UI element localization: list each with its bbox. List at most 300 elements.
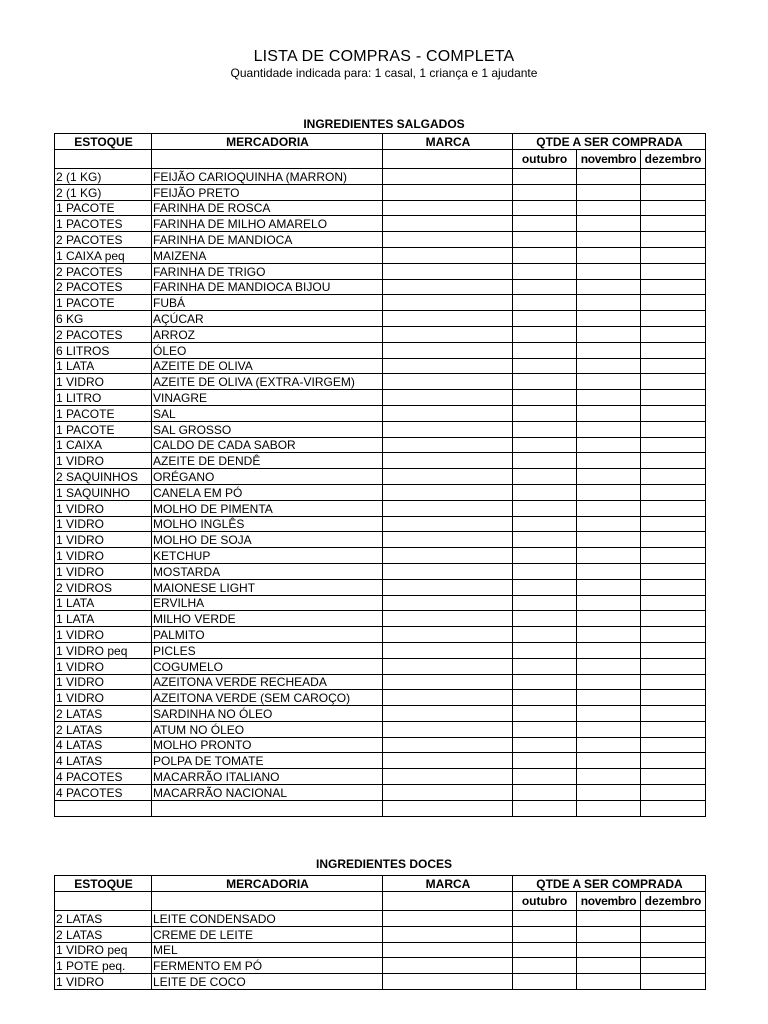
marca-cell xyxy=(383,500,513,516)
marca-cell xyxy=(383,405,513,421)
qty-novembro-cell xyxy=(577,800,641,816)
estoque-cell: 1 VIDRO xyxy=(55,627,152,643)
qty-outubro-cell xyxy=(513,358,577,374)
qty-novembro-cell xyxy=(577,263,641,279)
table-row xyxy=(55,595,706,611)
qty-outubro-cell xyxy=(513,642,577,658)
header-marca: MARCA xyxy=(383,876,513,892)
marca-cell xyxy=(383,926,513,942)
mercadoria-cell: SAL GROSSO xyxy=(152,421,383,437)
table-row xyxy=(55,484,706,500)
qty-outubro-cell xyxy=(513,611,577,627)
qty-dezembro-cell xyxy=(641,674,706,690)
table-row xyxy=(55,974,706,990)
mercadoria-cell: MACARRÃO ITALIANO xyxy=(152,769,383,785)
qty-dezembro-cell xyxy=(641,658,706,674)
marca-cell xyxy=(383,721,513,737)
estoque-cell: 2 PACOTES xyxy=(55,326,152,342)
estoque-cell: 1 PACOTE xyxy=(55,200,152,216)
mercadoria-cell: LEITE CONDENSADO xyxy=(152,911,383,927)
table-row xyxy=(55,785,706,801)
marca-cell xyxy=(383,516,513,532)
mercadoria-cell: ÓLEO xyxy=(152,342,383,358)
qty-novembro-cell xyxy=(577,911,641,927)
qty-dezembro-cell xyxy=(641,958,706,974)
marca-cell xyxy=(383,674,513,690)
qty-novembro-cell xyxy=(577,706,641,722)
qty-dezembro-cell xyxy=(641,453,706,469)
qty-dezembro-cell xyxy=(641,926,706,942)
mercadoria-cell: AÇÚCAR xyxy=(152,311,383,327)
table-row xyxy=(55,532,706,548)
table-row xyxy=(55,800,706,816)
estoque-cell: 2 LATAS xyxy=(55,721,152,737)
qty-dezembro-cell xyxy=(641,532,706,548)
qty-dezembro-cell xyxy=(641,421,706,437)
estoque-cell: 2 LATAS xyxy=(55,706,152,722)
mercadoria-cell: FERMENTO EM PÓ xyxy=(152,958,383,974)
mercadoria-cell: LEITE DE COCO xyxy=(152,974,383,990)
mercadoria-cell: MACARRÃO NACIONAL xyxy=(152,785,383,801)
month-dezembro: dezembro xyxy=(641,150,706,169)
qty-novembro-cell xyxy=(577,311,641,327)
mercadoria-cell: VINAGRE xyxy=(152,390,383,406)
estoque-cell: 1 PACOTES xyxy=(55,216,152,232)
qty-outubro-cell xyxy=(513,753,577,769)
estoque-cell: 2 (1 KG) xyxy=(55,184,152,200)
estoque-cell: 1 VIDRO xyxy=(55,500,152,516)
qty-novembro-cell xyxy=(577,295,641,311)
table-row xyxy=(55,769,706,785)
marca-cell xyxy=(383,358,513,374)
qty-outubro-cell xyxy=(513,721,577,737)
marca-cell xyxy=(383,563,513,579)
qty-dezembro-cell xyxy=(641,785,706,801)
marca-cell xyxy=(383,469,513,485)
table-salgados xyxy=(54,133,706,817)
estoque-cell: 2 SAQUINHOS xyxy=(55,469,152,485)
marca-cell xyxy=(383,579,513,595)
marca-cell xyxy=(383,974,513,990)
mercadoria-cell: MILHO VERDE xyxy=(152,611,383,627)
qty-novembro-cell xyxy=(577,658,641,674)
qty-dezembro-cell xyxy=(641,169,706,185)
qty-dezembro-cell xyxy=(641,706,706,722)
table-row xyxy=(55,658,706,674)
qty-outubro-cell xyxy=(513,200,577,216)
qty-dezembro-cell xyxy=(641,184,706,200)
marca-cell xyxy=(383,769,513,785)
mercadoria-cell: SARDINHA NO ÓLEO xyxy=(152,706,383,722)
qty-novembro-cell xyxy=(577,184,641,200)
mercadoria-cell: KETCHUP xyxy=(152,548,383,564)
estoque-cell: 1 LITRO xyxy=(55,390,152,406)
marca-cell xyxy=(383,800,513,816)
month-novembro: novembro xyxy=(577,150,641,169)
marca-cell xyxy=(383,184,513,200)
mercadoria-cell: AZEITE DE DENDÊ xyxy=(152,453,383,469)
month-dezembro: dezembro xyxy=(641,892,706,911)
qty-outubro-cell xyxy=(513,405,577,421)
qty-novembro-cell xyxy=(577,974,641,990)
estoque-cell: 2 (1 KG) xyxy=(55,169,152,185)
table-row xyxy=(55,516,706,532)
table-row xyxy=(55,263,706,279)
qty-dezembro-cell xyxy=(641,579,706,595)
blank-cell xyxy=(383,150,513,169)
estoque-cell: 4 PACOTES xyxy=(55,769,152,785)
blank-cell xyxy=(55,150,152,169)
qty-novembro-cell xyxy=(577,627,641,643)
table-row xyxy=(55,216,706,232)
marca-cell xyxy=(383,642,513,658)
estoque-cell: 2 VIDROS xyxy=(55,579,152,595)
estoque-cell: 4 LATAS xyxy=(55,753,152,769)
estoque-cell: 1 SAQUINHO xyxy=(55,484,152,500)
estoque-cell: 1 VIDRO xyxy=(55,674,152,690)
qty-dezembro-cell xyxy=(641,737,706,753)
estoque-cell: 1 POTE peq. xyxy=(55,958,152,974)
mercadoria-cell: FEIJÃO PRETO xyxy=(152,184,383,200)
mercadoria-cell: AZEITE DE OLIVA (EXTRA-VIRGEM) xyxy=(152,374,383,390)
qty-novembro-cell xyxy=(577,169,641,185)
qty-dezembro-cell xyxy=(641,216,706,232)
qty-outubro-cell xyxy=(513,737,577,753)
mercadoria-cell: ORÉGANO xyxy=(152,469,383,485)
estoque-cell: 1 VIDRO xyxy=(55,690,152,706)
estoque-cell: 1 LATA xyxy=(55,595,152,611)
qty-outubro-cell xyxy=(513,421,577,437)
qty-dezembro-cell xyxy=(641,342,706,358)
header-marca: MARCA xyxy=(383,134,513,150)
qty-outubro-cell xyxy=(513,516,577,532)
estoque-cell: 1 VIDRO xyxy=(55,516,152,532)
month-outubro: outubro xyxy=(513,892,577,911)
marca-cell xyxy=(383,785,513,801)
qty-dezembro-cell xyxy=(641,200,706,216)
mercadoria-cell: FARINHA DE MANDIOCA xyxy=(152,232,383,248)
estoque-cell: 1 PACOTE xyxy=(55,421,152,437)
table-body-doces xyxy=(55,911,706,990)
qty-outubro-cell xyxy=(513,548,577,564)
qty-dezembro-cell xyxy=(641,769,706,785)
mercadoria-cell: AZEITE DE OLIVA xyxy=(152,358,383,374)
table-row xyxy=(55,721,706,737)
estoque-cell: 1 VIDRO xyxy=(55,532,152,548)
marca-cell xyxy=(383,942,513,958)
mercadoria-cell: FEIJÃO CARIOQUINHA (MARRON) xyxy=(152,169,383,185)
qty-novembro-cell xyxy=(577,563,641,579)
qty-outubro-cell xyxy=(513,926,577,942)
qty-dezembro-cell xyxy=(641,374,706,390)
mercadoria-cell: PICLES xyxy=(152,642,383,658)
qty-novembro-cell xyxy=(577,469,641,485)
mercadoria-cell: POLPA DE TOMATE xyxy=(152,753,383,769)
marca-cell xyxy=(383,627,513,643)
qty-outubro-cell xyxy=(513,184,577,200)
qty-novembro-cell xyxy=(577,326,641,342)
marca-cell xyxy=(383,311,513,327)
qty-dezembro-cell xyxy=(641,753,706,769)
qty-outubro-cell xyxy=(513,958,577,974)
mercadoria-cell: MOLHO DE PIMENTA xyxy=(152,500,383,516)
qty-novembro-cell xyxy=(577,769,641,785)
table-row xyxy=(55,200,706,216)
qty-outubro-cell xyxy=(513,974,577,990)
mercadoria-cell: MEL xyxy=(152,942,383,958)
estoque-cell: 6 LITROS xyxy=(55,342,152,358)
qty-outubro-cell xyxy=(513,769,577,785)
table-row xyxy=(55,737,706,753)
month-header-row xyxy=(55,892,706,911)
section-title-doces: INGREDIENTES DOCES xyxy=(315,857,453,871)
qty-dezembro-cell xyxy=(641,263,706,279)
table-row xyxy=(55,311,706,327)
estoque-cell: 1 PACOTE xyxy=(55,405,152,421)
qty-outubro-cell xyxy=(513,595,577,611)
qty-dezembro-cell xyxy=(641,611,706,627)
qty-novembro-cell xyxy=(577,232,641,248)
table-row xyxy=(55,706,706,722)
marca-cell xyxy=(383,200,513,216)
qty-novembro-cell xyxy=(577,358,641,374)
mercadoria-cell: FARINHA DE TRIGO xyxy=(152,263,383,279)
header-estoque: ESTOQUE xyxy=(55,134,152,150)
qty-outubro-cell xyxy=(513,390,577,406)
qty-novembro-cell xyxy=(577,579,641,595)
mercadoria-cell: CANELA EM PÓ xyxy=(152,484,383,500)
marca-cell xyxy=(383,247,513,263)
estoque-cell: 1 VIDRO xyxy=(55,548,152,564)
qty-outubro-cell xyxy=(513,532,577,548)
estoque-cell: 1 VIDRO xyxy=(55,563,152,579)
mercadoria-cell: MAIZENA xyxy=(152,247,383,263)
table-row xyxy=(55,642,706,658)
qty-novembro-cell xyxy=(577,532,641,548)
estoque-cell: 1 VIDRO peq xyxy=(55,942,152,958)
table-row xyxy=(55,911,706,927)
mercadoria-cell: AZEITONA VERDE RECHEADA xyxy=(152,674,383,690)
table-row xyxy=(55,579,706,595)
estoque-cell: 2 PACOTES xyxy=(55,232,152,248)
mercadoria-cell: SAL xyxy=(152,405,383,421)
estoque-cell: 1 VIDRO xyxy=(55,453,152,469)
qty-dezembro-cell xyxy=(641,484,706,500)
table-row xyxy=(55,926,706,942)
qty-novembro-cell xyxy=(577,753,641,769)
qty-novembro-cell xyxy=(577,548,641,564)
estoque-cell: 1 LATA xyxy=(55,358,152,374)
marca-cell xyxy=(383,437,513,453)
qty-dezembro-cell xyxy=(641,295,706,311)
qty-dezembro-cell xyxy=(641,548,706,564)
blank-cell xyxy=(152,892,383,911)
marca-cell xyxy=(383,484,513,500)
mercadoria-cell: MOLHO PRONTO xyxy=(152,737,383,753)
table-row xyxy=(55,342,706,358)
qty-novembro-cell xyxy=(577,611,641,627)
qty-outubro-cell xyxy=(513,500,577,516)
header-row xyxy=(55,876,706,892)
estoque-cell: 1 CAIXA xyxy=(55,437,152,453)
qty-novembro-cell xyxy=(577,437,641,453)
qty-outubro-cell xyxy=(513,800,577,816)
table-row xyxy=(55,500,706,516)
marca-cell xyxy=(383,421,513,437)
estoque-cell: 2 LATAS xyxy=(55,926,152,942)
qty-dezembro-cell xyxy=(641,627,706,643)
estoque-cell: 1 LATA xyxy=(55,611,152,627)
qty-dezembro-cell xyxy=(641,232,706,248)
mercadoria-cell: MOLHO INGLÊS xyxy=(152,516,383,532)
mercadoria-cell: FARINHA DE MILHO AMARELO xyxy=(152,216,383,232)
qty-novembro-cell xyxy=(577,516,641,532)
mercadoria-cell: FARINHA DE MANDIOCA BIJOU xyxy=(152,279,383,295)
mercadoria-cell: FUBÁ xyxy=(152,295,383,311)
header-mercadoria: MERCADORIA xyxy=(152,134,383,150)
qty-outubro-cell xyxy=(513,484,577,500)
qty-dezembro-cell xyxy=(641,563,706,579)
qty-novembro-cell xyxy=(577,200,641,216)
table-row xyxy=(55,753,706,769)
marca-cell xyxy=(383,658,513,674)
qty-novembro-cell xyxy=(577,500,641,516)
qty-dezembro-cell xyxy=(641,500,706,516)
month-outubro: outubro xyxy=(513,150,577,169)
table-row xyxy=(55,627,706,643)
qty-outubro-cell xyxy=(513,169,577,185)
header-estoque: ESTOQUE xyxy=(55,876,152,892)
marca-cell xyxy=(383,390,513,406)
header-row xyxy=(55,134,706,150)
qty-novembro-cell xyxy=(577,484,641,500)
table-row xyxy=(55,674,706,690)
qty-outubro-cell xyxy=(513,232,577,248)
table-row xyxy=(55,437,706,453)
marca-cell xyxy=(383,342,513,358)
qty-outubro-cell xyxy=(513,658,577,674)
mercadoria-cell: ARROZ xyxy=(152,326,383,342)
mercadoria-cell: CALDO DE CADA SABOR xyxy=(152,437,383,453)
qty-dezembro-cell xyxy=(641,690,706,706)
qty-dezembro-cell xyxy=(641,911,706,927)
table-row xyxy=(55,611,706,627)
blank-cell xyxy=(383,892,513,911)
qty-outubro-cell xyxy=(513,453,577,469)
qty-outubro-cell xyxy=(513,295,577,311)
marca-cell xyxy=(383,753,513,769)
qty-novembro-cell xyxy=(577,216,641,232)
qty-novembro-cell xyxy=(577,390,641,406)
qty-novembro-cell xyxy=(577,405,641,421)
table-row xyxy=(55,690,706,706)
estoque-cell: 1 VIDRO peq xyxy=(55,642,152,658)
table-row xyxy=(55,563,706,579)
qty-dezembro-cell xyxy=(641,721,706,737)
qty-outubro-cell xyxy=(513,216,577,232)
mercadoria-cell: ATUM NO ÓLEO xyxy=(152,721,383,737)
table-row xyxy=(55,390,706,406)
qty-outubro-cell xyxy=(513,911,577,927)
qty-dezembro-cell xyxy=(641,311,706,327)
page-subtitle: Quantidade indicada para: 1 casal, 1 criança e 1 ajudante xyxy=(230,66,538,80)
qty-novembro-cell xyxy=(577,942,641,958)
qty-outubro-cell xyxy=(513,311,577,327)
qty-dezembro-cell xyxy=(641,247,706,263)
qty-dezembro-cell xyxy=(641,358,706,374)
page-title: LISTA DE COMPRAS - COMPLETA xyxy=(253,48,515,65)
qty-novembro-cell xyxy=(577,737,641,753)
qty-outubro-cell xyxy=(513,469,577,485)
qty-dezembro-cell xyxy=(641,405,706,421)
qty-outubro-cell xyxy=(513,690,577,706)
marca-cell xyxy=(383,690,513,706)
table-row xyxy=(55,295,706,311)
estoque-cell xyxy=(55,800,152,816)
table-row xyxy=(55,958,706,974)
mercadoria-cell: COGUMELO xyxy=(152,658,383,674)
table-row xyxy=(55,548,706,564)
marca-cell xyxy=(383,295,513,311)
marca-cell xyxy=(383,737,513,753)
mercadoria-cell xyxy=(152,800,383,816)
month-header-row xyxy=(55,150,706,169)
qty-novembro-cell xyxy=(577,642,641,658)
estoque-cell: 1 VIDRO xyxy=(55,374,152,390)
mercadoria-cell: AZEITONA VERDE (SEM CAROÇO) xyxy=(152,690,383,706)
mercadoria-cell: FARINHA DE ROSCA xyxy=(152,200,383,216)
estoque-cell: 1 CAIXA peq xyxy=(55,247,152,263)
qty-novembro-cell xyxy=(577,785,641,801)
qty-dezembro-cell xyxy=(641,942,706,958)
qty-novembro-cell xyxy=(577,595,641,611)
table-row xyxy=(55,184,706,200)
marca-cell xyxy=(383,326,513,342)
estoque-cell: 1 VIDRO xyxy=(55,658,152,674)
table-row xyxy=(55,374,706,390)
table-row xyxy=(55,421,706,437)
table-row xyxy=(55,247,706,263)
mercadoria-cell: CREME DE LEITE xyxy=(152,926,383,942)
marca-cell xyxy=(383,279,513,295)
section-title-salgados: INGREDIENTES SALGADOS xyxy=(303,117,465,131)
mercadoria-cell: MOSTARDA xyxy=(152,563,383,579)
estoque-cell: 1 VIDRO xyxy=(55,974,152,990)
marca-cell xyxy=(383,611,513,627)
qty-novembro-cell xyxy=(577,342,641,358)
qty-novembro-cell xyxy=(577,690,641,706)
blank-cell xyxy=(55,892,152,911)
marca-cell xyxy=(383,374,513,390)
table-row xyxy=(55,358,706,374)
mercadoria-cell: MOLHO DE SOJA xyxy=(152,532,383,548)
month-novembro: novembro xyxy=(577,892,641,911)
qty-novembro-cell xyxy=(577,374,641,390)
table-row xyxy=(55,942,706,958)
marca-cell xyxy=(383,263,513,279)
qty-dezembro-cell xyxy=(641,642,706,658)
table-row xyxy=(55,453,706,469)
marca-cell xyxy=(383,911,513,927)
table-body-salgados xyxy=(55,169,706,817)
qty-novembro-cell xyxy=(577,926,641,942)
marca-cell xyxy=(383,532,513,548)
marca-cell xyxy=(383,453,513,469)
qty-dezembro-cell xyxy=(641,279,706,295)
table-row xyxy=(55,279,706,295)
mercadoria-cell: MAIONESE LIGHT xyxy=(152,579,383,595)
marca-cell xyxy=(383,706,513,722)
